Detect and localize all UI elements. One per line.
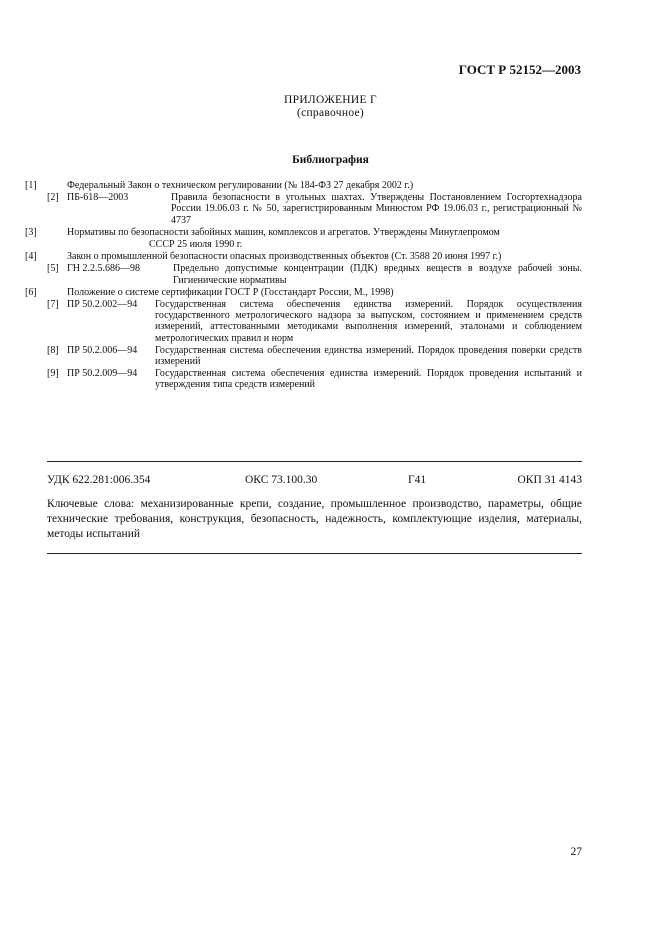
bibliography-item-7	[47, 299, 582, 344]
divider-bottom	[47, 553, 582, 554]
ref-code: ГН 2.2.5.686—98	[67, 263, 141, 275]
appendix-heading	[0, 94, 661, 120]
ref-text: Государственная система обеспечения единства измерений. Порядок проведения поверки средств измерений	[155, 344, 582, 368]
udk-code: УДК 622.281:006.354	[47, 474, 151, 486]
page-number: 27	[570, 846, 582, 858]
ref-number: [4]	[25, 251, 37, 263]
ref-code: ПР 50.2.002—94	[67, 299, 138, 311]
ref-code: ПБ-618—2003	[67, 192, 129, 204]
bibliography-item-2	[47, 192, 582, 226]
bibliography-list	[25, 180, 582, 392]
bibliography-item-3-continuation: СССР 25 июля 1990 г.	[149, 239, 243, 251]
ref-text: Государственная система обеспечения единства измерений. Порядок проведения испытаний и утверждения типа средств измерений	[155, 368, 582, 391]
divider-top	[47, 461, 582, 462]
ref-text: Нормативы по безопасности забойных машин, комплексов и агрегатов. Утверждены Минуглепромом	[67, 226, 500, 238]
group-code: Г41	[408, 474, 427, 486]
appendix-title: ПРИЛОЖЕНИЕ Г	[284, 94, 377, 106]
okp-code: ОКП 31 4143	[517, 474, 582, 486]
bibliography-item-3	[25, 226, 582, 238]
ref-text: Закон о промышленной безопасности опасных производственных объектов (Ст. 3588 20 июня 1997 г.)	[67, 251, 502, 263]
ref-number: [8]	[47, 344, 59, 356]
bibliography-item-1	[25, 180, 582, 191]
oks-code: ОКС 73.100.30	[245, 474, 318, 486]
bibliography-item-8	[47, 345, 582, 367]
ref-number: [6]	[25, 286, 37, 298]
ref-number: [2]	[47, 192, 59, 204]
ref-text: Федеральный Закон о техническом регулировании (№ 184-ФЗ 27 декабря 2002 г.)	[67, 180, 414, 191]
bibliography-item-4	[25, 251, 582, 263]
ref-number: [5]	[47, 263, 59, 275]
bibliography-item-5	[47, 263, 582, 285]
ref-text: Положение о системе сертификации ГОСТ Р (Госстандарт России, М., 1998)	[67, 286, 394, 298]
keywords: Ключевые слова: механизированные крепи, создание, промышленное производство, параметры, общие технические требования, конструкция, безопасность, надежность, комплектующие изделия, материалы, методы испытаний	[47, 498, 582, 540]
ref-number: [3]	[25, 226, 37, 238]
standard-code: ГОСТ Р 52152—2003	[458, 62, 581, 77]
ref-code: ПР 50.2.006—94	[67, 344, 138, 356]
ref-number: [9]	[47, 368, 59, 380]
bibliography-title: Библиография	[292, 154, 369, 166]
ref-code: ПР 50.2.009—94	[67, 368, 138, 380]
appendix-subtitle: (справочное)	[296, 107, 365, 119]
ref-text: Предельно допустимые концентрации (ПДК) вредных веществ в воздухе рабочей зоны. Гигиенические нормативы	[173, 263, 582, 286]
bibliography-item-9	[47, 368, 582, 390]
ref-text: Правила безопасности в угольных шахтах. Утверждены Постановлением Госгортехнадзора России 19.06.03 г. № 50, зарегистрированным Минюстом РФ 19.06.03 г., регистрационный № 4737	[171, 192, 582, 226]
ref-text: Государственная система обеспечения единства измерений. Порядок осуществления государственного метрологического надзора за выпуском, состоянием и применением средств измерений, аттестованными методиками выполнения измерений, эталонами и соблюдением метрологических правил и норм	[155, 299, 582, 344]
bibliography-item-6	[25, 286, 582, 298]
ref-number: [7]	[47, 299, 59, 311]
ref-number: [1]	[25, 180, 37, 191]
